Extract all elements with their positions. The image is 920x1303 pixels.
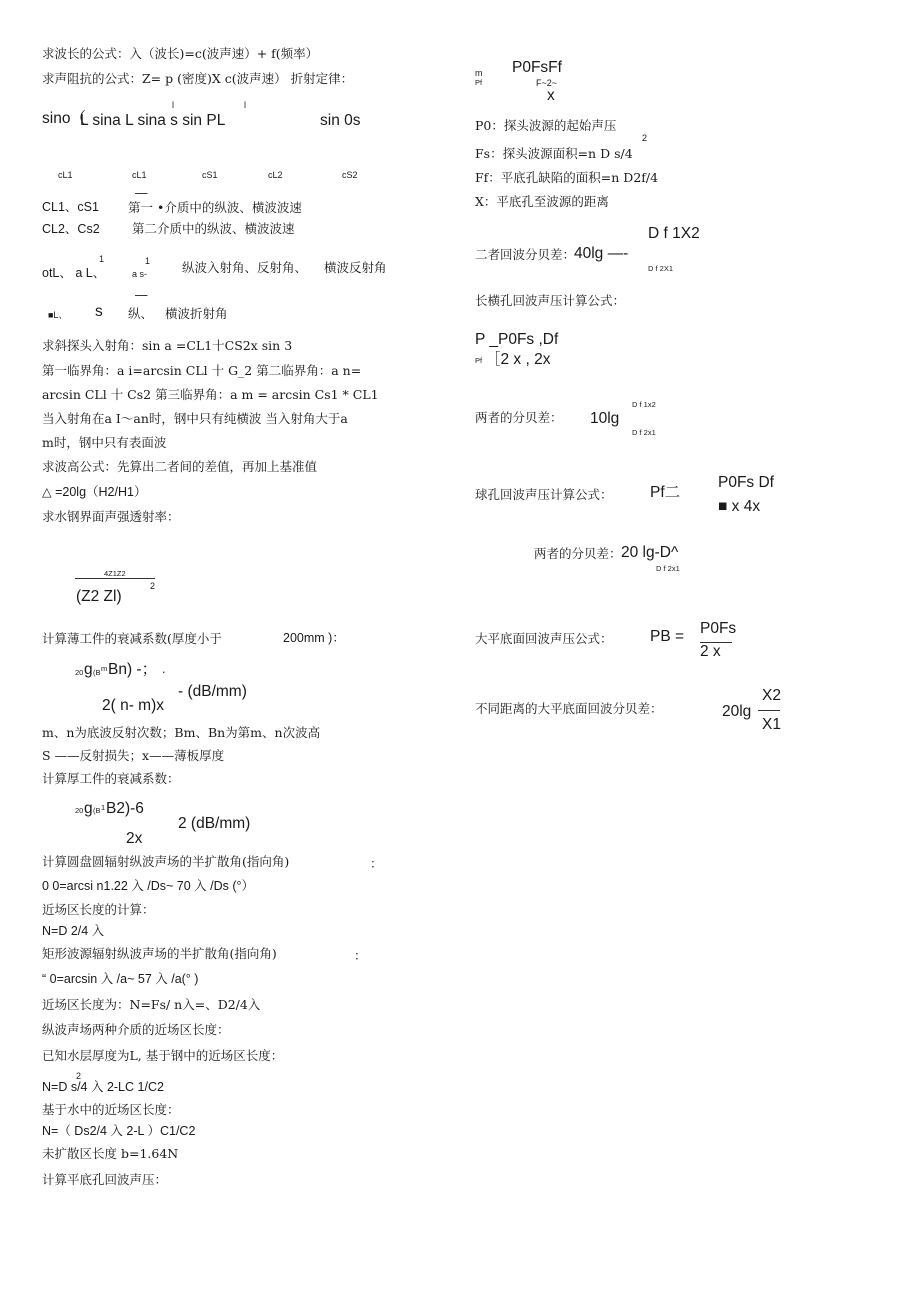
symbol-cl2-cs2: CL2、Cs2 — [42, 222, 100, 236]
flat-bottom-title: 大平底面回波声压公式： — [475, 631, 613, 646]
delta-db-formula: △ =20lg（H2/H1） — [42, 485, 147, 499]
flat-hole-x: x — [547, 87, 555, 104]
p0-definition: P0：探头波源的起始声压 — [475, 118, 617, 133]
critical-angle-2: arcsin CLl 十 Cs2 第三临界角：a m = arcsin Cs1 * CL1 — [42, 387, 379, 402]
thin-formula-dot: . — [162, 662, 166, 676]
angle-mark: 1 — [145, 256, 151, 266]
thick-formula-20: 20 — [75, 806, 84, 815]
medium1-description: 第一 •介质中的纵波、横波波速 — [128, 200, 302, 215]
angle-symbols: otL、 a L、 — [42, 266, 106, 280]
flat-hole-numerator: P0FsFf — [512, 59, 562, 76]
fs-exponent: 2 — [642, 133, 648, 143]
angle-mark: 1 — [99, 254, 105, 264]
rect-spread-formula: “ 0=arcsin 入 /a~ 57 入 /a(° ) — [42, 972, 199, 986]
ff-definition: Ff：平底孔缺陷的面积=n D2f/4 — [475, 170, 659, 185]
refraction-label: 纵、 — [128, 306, 154, 321]
ball-db-label: 两者的分贝差： — [534, 546, 622, 561]
thin-formula-b: (B — [93, 668, 101, 677]
fraction-bar — [75, 578, 155, 579]
transmission-numerator: 4Z1Z2 — [104, 569, 126, 578]
x-definition: X：平底孔至波源的距离 — [475, 194, 609, 209]
impedance-formula: 求声阻抗的公式：Z= p (密度)X c(波声速） 折射定律： — [42, 71, 354, 86]
db-diff-numerator: D f 1X2 — [648, 225, 700, 242]
steel-near-field-formula: N=D s/4 入 2-LC 1/C2 — [42, 1080, 164, 1094]
water-layer-title: 已知水层厚度为L, 基于钢中的近场区长度： — [42, 1048, 284, 1063]
disc-spread-colon: ： — [370, 856, 383, 871]
wavelength-formula: 求波长的公式：入（波长)=c(波声速）+ f(频率） — [42, 46, 319, 61]
distance-db-label: 不同距离的大平底面回波分贝差： — [475, 701, 663, 716]
thick-formula-b2: B2)-6 — [106, 800, 144, 817]
steel-near-field-exponent: 2 — [76, 1071, 82, 1081]
disc-spread-title: 计算圆盘圆辐射纵波声场的半扩散角(指向角) — [42, 854, 290, 869]
flat-bottom-pb: PB = — [650, 628, 685, 645]
transmission-exponent: 2 — [150, 581, 156, 591]
ball-hole-pf: Pf二 — [650, 484, 681, 501]
thin-variables: m、n为底波反射次数；Bm、Bn为第m、n次波高 — [42, 725, 321, 740]
thick-formula-b: (B — [93, 806, 101, 815]
snell-denominator: cS2 — [342, 170, 358, 180]
wave-height-formula: 求波高公式：先算出二者间的差值，再加上基准值 — [42, 459, 318, 474]
flat-hole-m: m — [475, 68, 483, 78]
rect-spread-title: 矩形波源辐射纵波声场的半扩散角(指向角) — [42, 946, 277, 961]
thin-formula-bn: Bn) -； — [108, 661, 158, 678]
long-hole-denominator: ［2 x , 2x — [485, 351, 551, 368]
long-hole-formula: P _P0Fs ,Df — [475, 331, 559, 348]
snell-denominator: cL2 — [268, 170, 283, 180]
long-db-denominator: D f 2x1 — [632, 428, 656, 437]
snell-denominator: cL1 — [132, 170, 147, 180]
dash-mark: — — [135, 186, 148, 200]
rect-spread-colon: ： — [354, 948, 367, 963]
water-near-field-title: 基于水中的近场区长度： — [42, 1102, 180, 1117]
refraction-symbol: ■L、 — [48, 310, 68, 320]
ball-db-denominator: D f 2x1 — [656, 564, 680, 573]
thin-attenuation-title: 计算薄工件的衰减系数(厚度小于 — [42, 631, 222, 646]
snell-law-end: sin 0s — [320, 112, 361, 129]
flat-bottom-numerator: P0Fs — [700, 620, 737, 637]
thin-variables-2: S ——反射损失；x——薄板厚度 — [42, 748, 225, 763]
snell-denominator: cL1 — [58, 170, 73, 180]
near-field-formula: N=D 2/4 入 — [42, 924, 105, 938]
shear-wave-note: 当入射角在a I～an时，钢中只有纯横波 当入射角大于a — [42, 411, 348, 426]
transmission-denominator: (Z2 Zl) — [76, 588, 122, 605]
incidence-angle-formula: 求斜探头入射角：sin a =CL1十CS2x sin 3 — [42, 338, 293, 353]
symbol-cl1-cs1: CL1、cS1 — [42, 200, 99, 214]
snell-law-terms: L sina L sina s sin PL — [80, 112, 226, 129]
thin-formula-m: m — [101, 664, 108, 673]
transmission-title: 求水钢界面声强透射率： — [42, 509, 180, 524]
thin-formula-unit: - (dB/mm) — [178, 683, 247, 700]
long-db-numerator: D f 1x2 — [632, 400, 656, 409]
long-hole-pf: Pf — [475, 356, 483, 365]
medium2-description: 第二介质中的纵波、横波波速 — [132, 221, 295, 236]
db-diff-denominator: D f 2X1 — [648, 264, 674, 273]
thick-attenuation-title: 计算厚工件的衰减系数： — [42, 771, 180, 786]
long-db-formula: 10lg — [590, 410, 620, 427]
flat-hole-pf: Pf — [475, 78, 483, 87]
surface-wave-note: m时，钢中只有表面波 — [42, 435, 167, 450]
fraction-bar — [758, 710, 780, 711]
two-media-title: 纵波声场两种介质的近场区长度： — [42, 1022, 230, 1037]
thick-formula-unit: 2 (dB/mm) — [178, 815, 251, 832]
unspread-zone: 未扩散区长度 b=1.64N — [42, 1146, 179, 1161]
ball-db-formula: 20 lg-D^ — [621, 544, 679, 561]
snell-law-start: sino（ — [42, 110, 86, 127]
fs-definition: Fs：探头波源面积=n D s/4 — [475, 146, 633, 161]
flat-hole-title: 计算平底孔回波声压： — [42, 1172, 168, 1187]
thick-formula-g: g — [84, 800, 93, 817]
thin-formula-denominator: 2( n- m)x — [102, 697, 164, 714]
distance-db-formula: 20lg — [722, 703, 752, 720]
thin-attenuation-limit: 200mm )： — [283, 631, 345, 645]
thick-formula-denominator: 2x — [126, 830, 143, 847]
critical-angle-1: 第一临界角：a i=arcsin CLl 十 G_2 第二临界角：a n= — [42, 363, 362, 378]
ball-hole-denominator: ■ x 4x — [718, 498, 761, 515]
ball-hole-numerator: P0Fs Df — [718, 474, 774, 491]
near-field-title: 近场区长度的计算： — [42, 902, 155, 917]
long-db-label: 两者的分贝差： — [475, 410, 563, 425]
refraction-mark: l — [244, 100, 246, 110]
refraction-label: 横波折射角 — [165, 306, 228, 321]
disc-spread-formula: 0 0=arcsi n1.22 入 /Ds~ 70 入 /Ds (°） — [42, 879, 255, 893]
thin-formula-g: g — [84, 661, 93, 678]
thin-formula-20: 20 — [75, 668, 84, 677]
rect-near-field: 近场区长度为：N=Fs/ n入=、D2/4入 — [42, 997, 261, 1012]
dash-mark: — — [135, 288, 148, 302]
distance-db-denominator: X1 — [762, 716, 781, 733]
angle-description: 纵波入射角、反射角、 — [182, 260, 308, 275]
distance-db-numerator: X2 — [762, 687, 781, 704]
refraction-mark: l — [172, 100, 174, 110]
thick-formula-1: 1 — [101, 803, 106, 812]
long-hole-title: 长横孔回波声压计算公式： — [475, 293, 626, 308]
db-diff-label: 二者回波分贝差： — [475, 247, 576, 262]
ball-hole-title: 球孔回波声压计算公式： — [475, 487, 613, 502]
flat-bottom-denominator: 2 x — [700, 643, 721, 660]
refraction-symbol-s: s — [95, 303, 103, 320]
snell-denominator: cS1 — [202, 170, 218, 180]
water-near-field-formula: N=（ Ds2/4 入 2-L ）C1/C2 — [42, 1124, 196, 1138]
angle-symbol-s: a s- — [132, 269, 148, 279]
flat-hole-mid: F~2~ — [536, 78, 558, 88]
shear-reflection-label: 横波反射角 — [324, 260, 387, 275]
db-diff-formula: 40lg —- — [574, 245, 629, 262]
